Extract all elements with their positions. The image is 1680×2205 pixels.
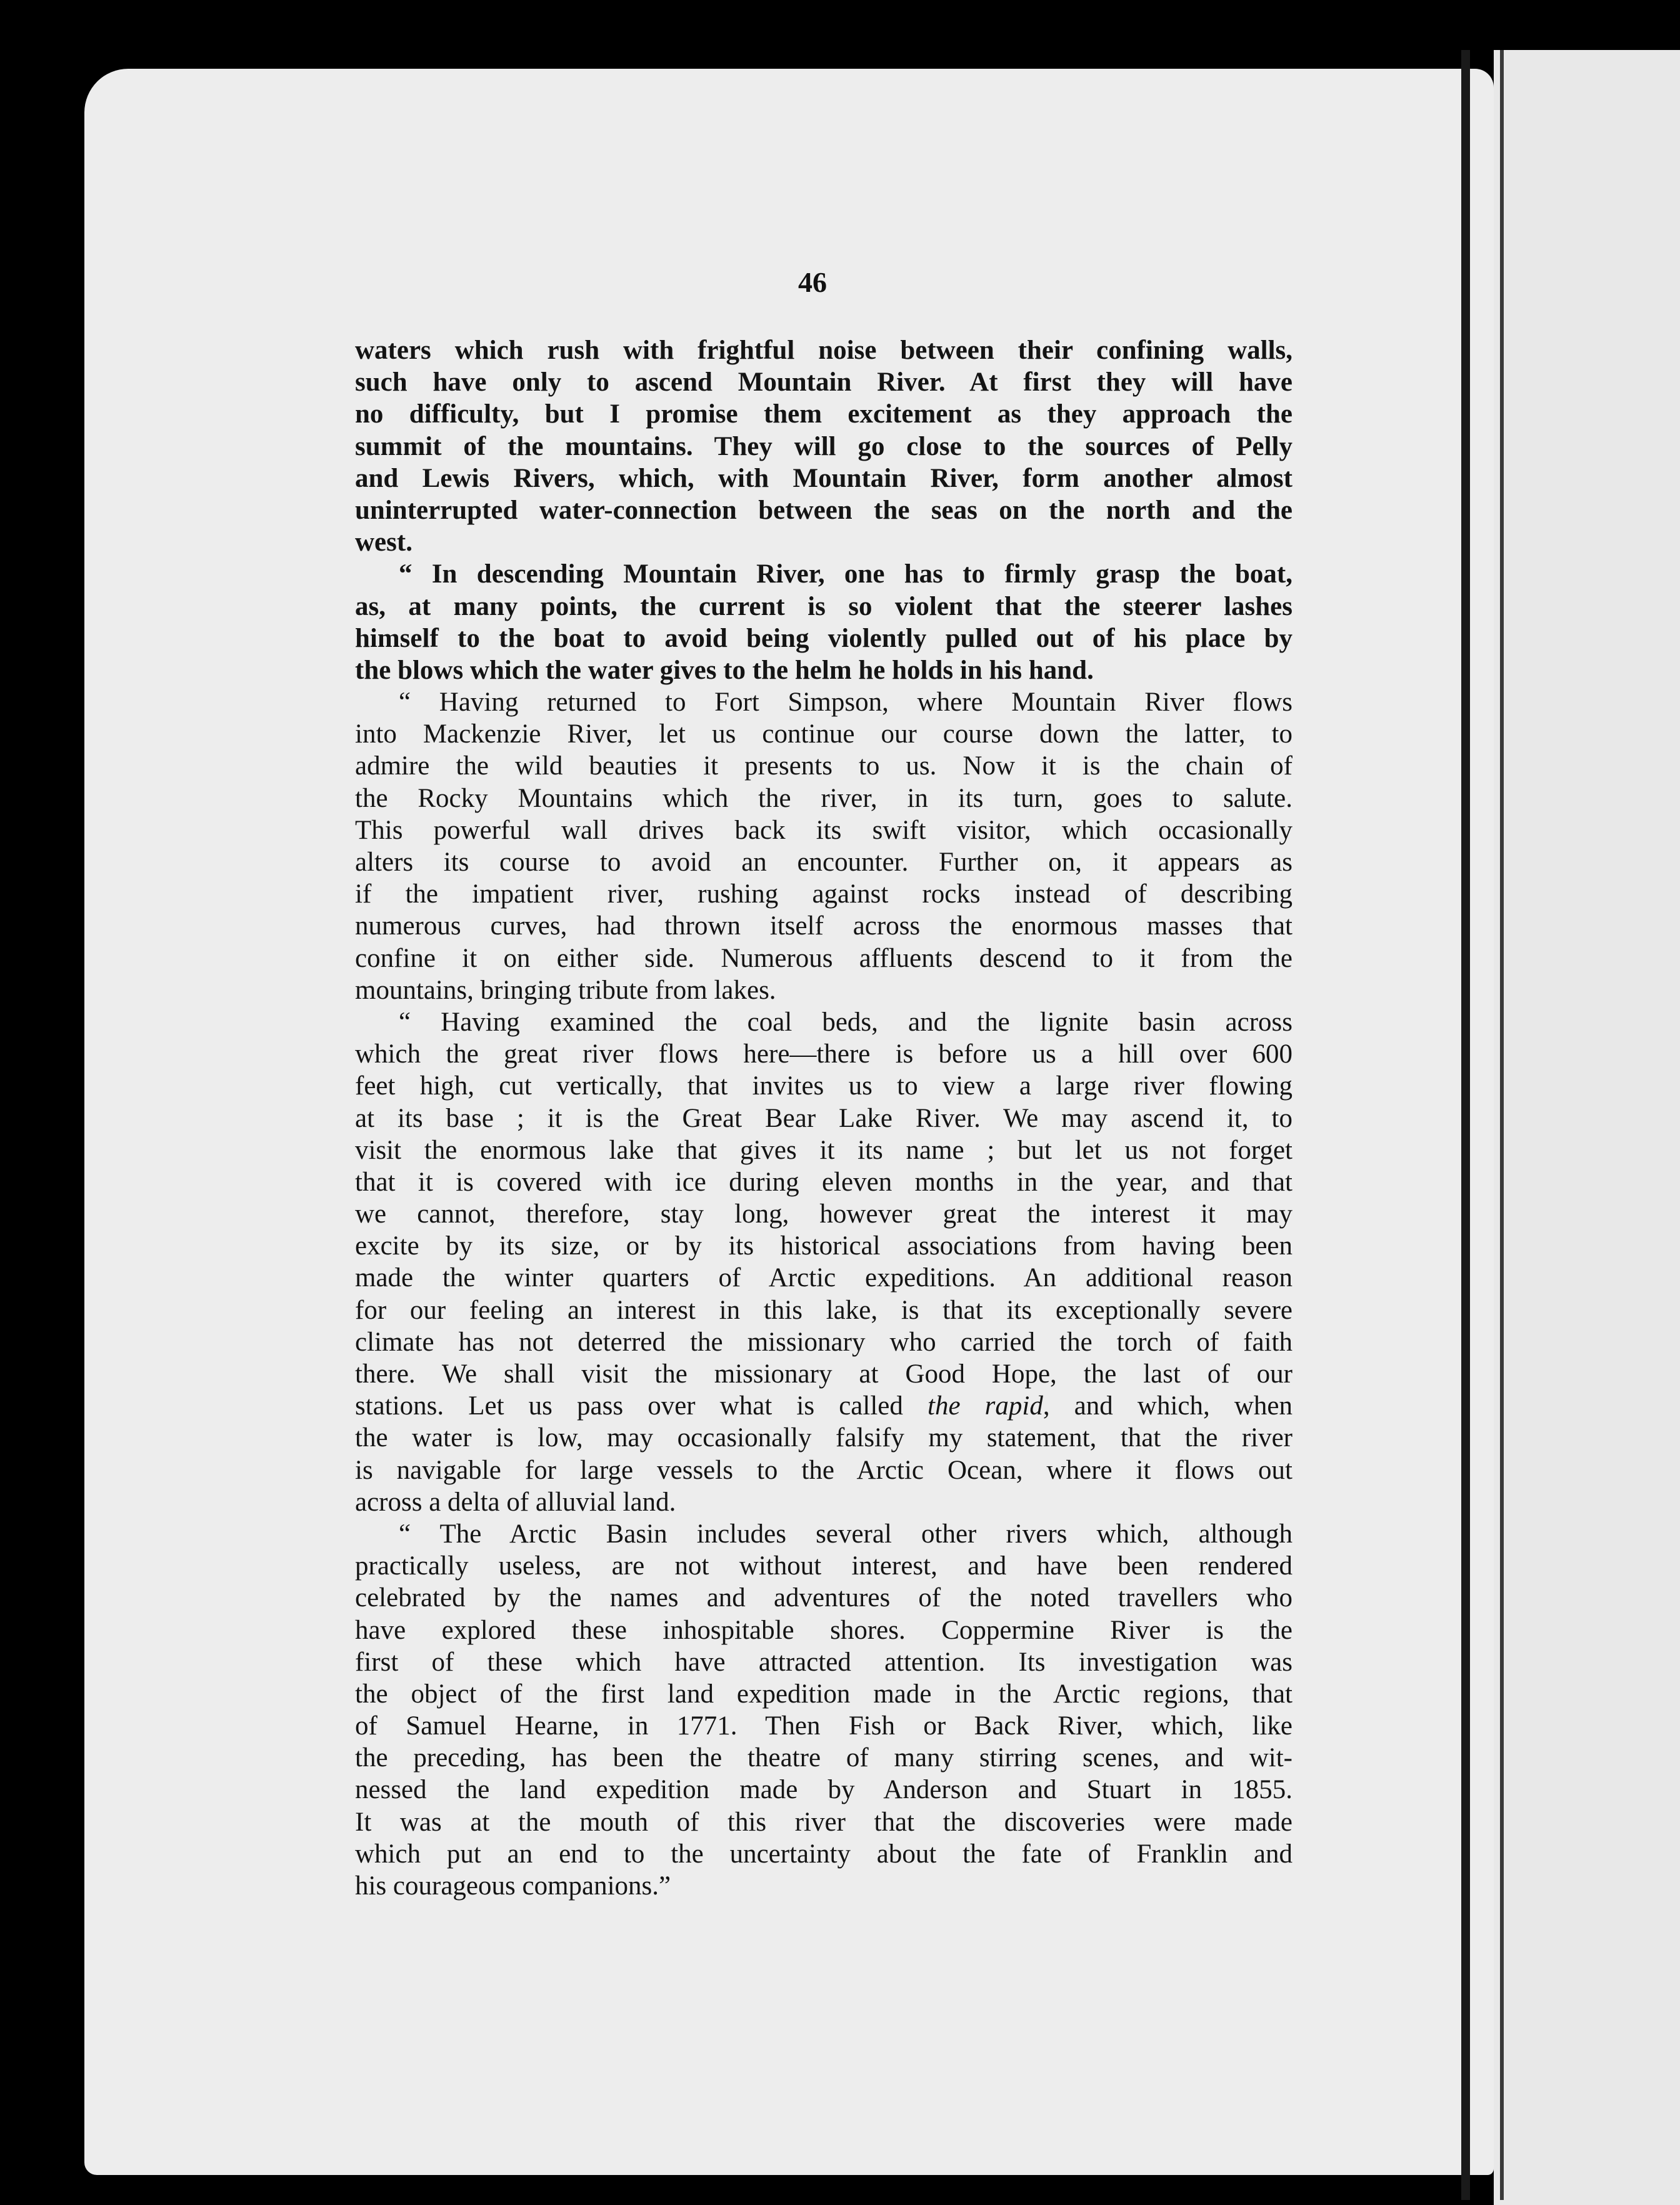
text-line: climate has not deterred the missionary who carried the torch of faith	[355, 1327, 1292, 1357]
text-line: “ The Arctic Basin includes several other rivers which, although	[399, 1519, 1292, 1549]
text-line: himself to the boat to avoid being violently pulled out of his place by	[355, 623, 1292, 653]
text-line: is navigable for large vessels to the Arctic Ocean, where it flows out	[355, 1455, 1292, 1485]
text-line: summit of the mountains. They will go close to the sources of Pelly	[355, 431, 1292, 461]
text-line: uninterrupted water-connection between the seas on the north and the	[355, 495, 1292, 525]
text-line: visit the enormous lake that gives it its name ; but let us not forget	[355, 1135, 1292, 1165]
text-line: celebrated by the names and adventures of the noted travellers who	[355, 1583, 1292, 1613]
text-line: “ Having returned to Fort Simpson, where Mountain River flows	[399, 688, 1292, 718]
text-line: mountains, bringing tribute from lakes.	[355, 975, 776, 1005]
text-line: his courageous companions.”	[355, 1871, 671, 1901]
text-line: made the winter quarters of Arctic expeditions. An additional reason	[355, 1263, 1292, 1293]
page-number: 46	[798, 266, 827, 298]
text-line: alters its course to avoid an encounter. Further on, it appears as	[355, 848, 1292, 877]
text-line: the preceding, has been the theatre of many stirring scenes, and wit-	[355, 1743, 1292, 1773]
text-line: stations. Let us pass over what is called the rapid, and which, when	[355, 1391, 1293, 1421]
binding-shadow-secondary	[1500, 50, 1504, 2200]
text-line: and Lewis Rivers, which, with Mountain River, form another almost	[355, 463, 1292, 493]
text-line: “ In descending Mountain River, one has to firmly grasp the boat,	[399, 559, 1292, 589]
text-line: we cannot, therefore, stay long, however great the interest it may	[355, 1199, 1292, 1229]
text-line: numerous curves, had thrown itself across the enormous masses that	[355, 911, 1292, 941]
text-line: as, at many points, the current is so violent that the steerer lashes	[355, 591, 1292, 621]
text-line: feet high, cut vertically, that invites us to view a large river flowing	[355, 1071, 1292, 1101]
paragraph	[355, 558, 1292, 686]
text-line: the water is low, may occasionally falsify my statement, that the river	[355, 1423, 1292, 1453]
text-line: first of these which have attracted attention. Its investigation was	[355, 1647, 1292, 1677]
text-line: the blows which the water gives to the helm he holds in his hand.	[355, 655, 1094, 685]
text-line: excite by its size, or by its historical associations from having been	[355, 1231, 1292, 1261]
paragraph	[355, 686, 1292, 1006]
text-line: into Mackenzie River, let us continue our course down the latter, to	[355, 719, 1292, 749]
text-line: practically useless, are not without interest, and have been rendered	[355, 1551, 1292, 1581]
text-line: “ Having examined the coal beds, and the lignite basin across	[399, 1007, 1292, 1037]
text-line: across a delta of alluvial land.	[355, 1487, 676, 1517]
text-line: of Samuel Hearne, in 1771. Then Fish or Back River, which, like	[355, 1711, 1292, 1741]
text-line: admire the wild beauties it presents to us. Now it is the chain of	[355, 751, 1292, 781]
text-line: have explored these inhospitable shores. Coppermine River is the	[355, 1615, 1292, 1645]
text-line: which put an end to the uncertainty about the fate of Franklin and	[355, 1839, 1292, 1869]
paragraph	[355, 1006, 1292, 1518]
text-line: the object of the first land expedition made in the Arctic regions, that	[355, 1679, 1292, 1709]
facing-page-edge	[1494, 50, 1680, 2205]
text-line: there. We shall visit the missionary at Good Hope, the last of our	[355, 1359, 1292, 1389]
text-line: that it is covered with ice during eleven months in the year, and that	[355, 1167, 1292, 1197]
italic-term: the rapid	[928, 1391, 1043, 1421]
binding-shadow	[1461, 50, 1470, 2200]
paragraph	[355, 1518, 1292, 1902]
text-line: at its base ; it is the Great Bear Lake River. We may ascend it, to	[355, 1103, 1292, 1133]
text-line: waters which rush with frightful noise between their confining walls,	[355, 336, 1292, 365]
body-text	[355, 334, 1292, 1902]
text-line: west.	[355, 528, 412, 558]
paragraph	[355, 334, 1292, 558]
text-line: This powerful wall drives back its swift visitor, which occasionally	[355, 815, 1292, 845]
text-line: which the great river flows here—there is before us a hill over 600	[355, 1039, 1292, 1069]
text-line: It was at the mouth of this river that the discoveries were made	[355, 1807, 1292, 1837]
text-line: no difficulty, but I promise them excitement as they approach the	[355, 399, 1292, 429]
text-line: the Rocky Mountains which the river, in its turn, goes to salute.	[355, 783, 1292, 813]
text-line: confine it on either side. Numerous affluents descend to it from the	[355, 943, 1292, 973]
text-line: for our feeling an interest in this lake, is that its exceptionally severe	[355, 1295, 1292, 1325]
text-line: if the impatient river, rushing against rocks instead of describing	[355, 879, 1292, 909]
text-line: nessed the land expedition made by Anderson and Stuart in 1855.	[355, 1775, 1292, 1805]
text-line: such have only to ascend Mountain River. At first they will have	[355, 368, 1292, 398]
